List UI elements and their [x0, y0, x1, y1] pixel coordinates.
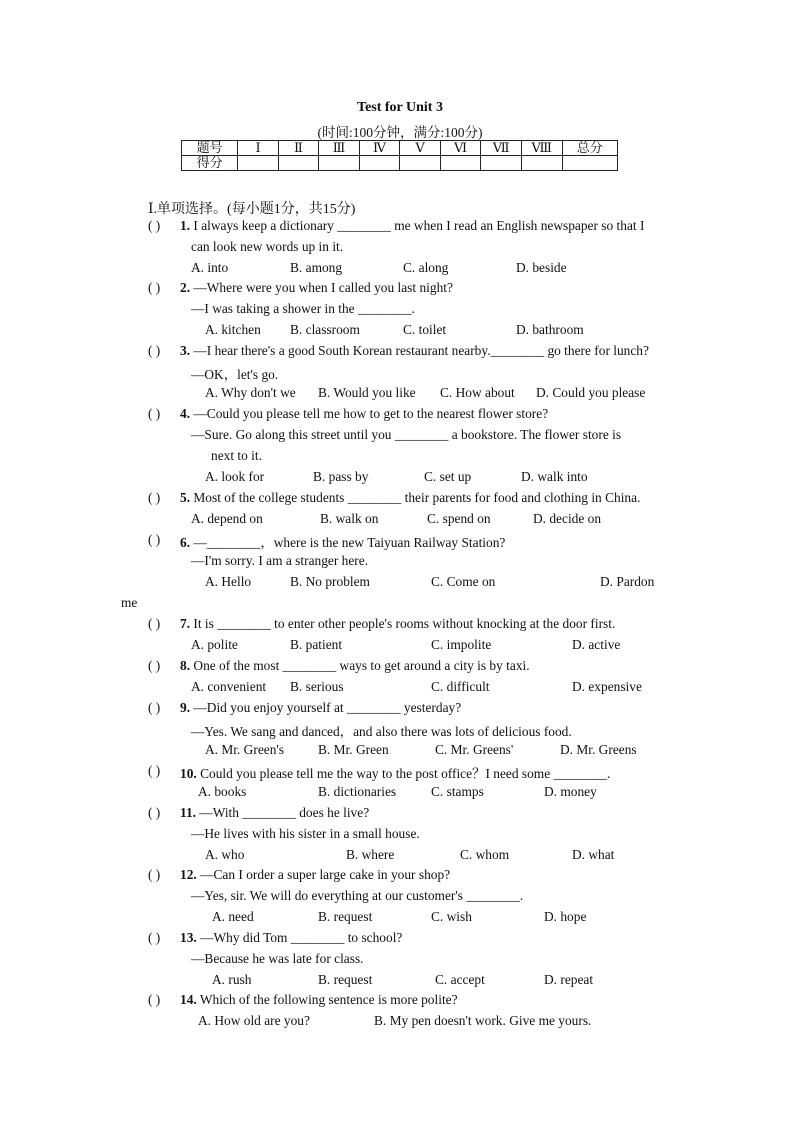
answer-bracket[interactable]: ( ): [148, 867, 161, 882]
question-line: One of the most ________ ways to get around a city is by taxi.: [190, 658, 530, 673]
answer-option[interactable]: D. repeat: [544, 972, 594, 987]
score-cell: Ⅴ: [400, 141, 440, 156]
score-input-cell[interactable]: [278, 156, 318, 171]
answer-option[interactable]: C. set up: [424, 469, 472, 484]
question-number: 7.: [180, 616, 191, 631]
score-input-cell[interactable]: [481, 156, 522, 171]
question-line: —Yes, sir. We will do everything at our customer's ________.: [191, 888, 524, 903]
answer-bracket[interactable]: ( ): [148, 700, 161, 715]
answer-option[interactable]: D. active: [572, 637, 621, 652]
answer-option[interactable]: D. Could you please: [536, 385, 646, 400]
answer-option[interactable]: C. spend on: [427, 511, 491, 526]
question-line: I always keep a dictionary ________ me when I read an English newspaper so that I: [190, 218, 645, 233]
score-cell: Ⅷ: [521, 141, 562, 156]
question-number: 6.: [180, 535, 191, 550]
question-text: [180, 532, 505, 551]
question-text: [180, 280, 453, 296]
question-number: 8.: [180, 658, 191, 673]
answer-option[interactable]: B. among: [290, 260, 343, 275]
answer-option[interactable]: A. How old are you?: [198, 1013, 310, 1028]
answer-option[interactable]: D. walk into: [521, 469, 588, 484]
question-text: [180, 805, 369, 821]
answer-option[interactable]: B. where: [346, 847, 395, 862]
answer-option[interactable]: A. look for: [205, 469, 265, 484]
answer-option[interactable]: C. Come on: [431, 574, 496, 589]
question-number: 10.: [180, 766, 197, 781]
answer-option[interactable]: B. walk on: [320, 511, 379, 526]
question-line: —Why did Tom ________ to school?: [196, 930, 403, 945]
question-line: —Did you enjoy yourself at ________ yesterday?: [190, 700, 462, 715]
score-input-cell[interactable]: [238, 156, 278, 171]
question-number: 14.: [180, 992, 197, 1007]
question-text: [180, 490, 640, 506]
answer-option[interactable]: A. who: [205, 847, 245, 862]
answer-option[interactable]: A. kitchen: [205, 322, 261, 337]
answer-option[interactable]: D. money: [544, 784, 597, 799]
score-table-header-row: [182, 141, 618, 156]
question-text: [180, 992, 458, 1008]
question-line: —Sure. Go along this street until you ________ a bookstore. The flower store is: [191, 427, 622, 442]
question-line: —With ________ does he live?: [196, 805, 370, 820]
answer-option[interactable]: B. Would you like: [318, 385, 416, 400]
question-text: [180, 658, 530, 674]
question-line: —________，where is the new Taiyuan Railway Station?: [190, 535, 506, 550]
answer-option[interactable]: B. classroom: [290, 322, 360, 337]
section-heading: Ⅰ.单项选择。(每小题1分，共15分): [148, 202, 356, 217]
question-line: —I hear there's a good South Korean restaurant nearby.________ go there for lunch?: [190, 343, 649, 358]
answer-option[interactable]: C. stamps: [431, 784, 484, 799]
question-text: [180, 700, 461, 716]
answer-option[interactable]: B. request: [318, 909, 373, 924]
score-table: [181, 140, 618, 171]
question-line: —I'm sorry. I am a stranger here.: [191, 553, 369, 568]
answer-bracket[interactable]: ( ): [148, 616, 161, 631]
option-wrap-text: me: [121, 595, 138, 610]
answer-option[interactable]: C. along: [403, 260, 449, 275]
question-line: —Yes. We sang and danced，and also there was lots of delicious food.: [191, 724, 572, 739]
score-cell: 题号: [182, 141, 238, 156]
question-line: Could you please tell me the way to the post office？I need some ________.: [196, 766, 611, 781]
question-text: [180, 616, 615, 632]
answer-option[interactable]: D. Mr. Greens: [560, 742, 637, 757]
answer-option[interactable]: A. books: [198, 784, 247, 799]
page-title: Test for Unit 3: [357, 100, 443, 115]
question-text: [180, 406, 548, 422]
question-line: next to it.: [211, 448, 262, 463]
question-line: —Could you please tell me how to get to the nearest flower store?: [190, 406, 549, 421]
question-text: [180, 763, 610, 782]
answer-option[interactable]: B. No problem: [290, 574, 370, 589]
answer-bracket[interactable]: ( ): [148, 490, 161, 505]
score-cell: Ⅳ: [359, 141, 400, 156]
question-number: 11.: [180, 805, 196, 820]
answer-bracket[interactable]: ( ): [148, 280, 161, 295]
score-cell: Ⅱ: [278, 141, 318, 156]
answer-option[interactable]: C. How about: [440, 385, 515, 400]
question-line: —I was taking a shower in the ________.: [191, 301, 415, 316]
answer-option[interactable]: A. Mr. Green's: [205, 742, 285, 757]
answer-option[interactable]: A. depend on: [191, 511, 263, 526]
score-cell: 得分: [182, 156, 238, 171]
question-number: 13.: [180, 930, 197, 945]
score-cell: Ⅵ: [440, 141, 481, 156]
question-line: —He lives with his sister in a small house.: [191, 826, 420, 841]
question-text: [180, 930, 402, 946]
answer-option[interactable]: B. dictionaries: [318, 784, 397, 799]
answer-bracket[interactable]: ( ): [148, 406, 161, 421]
question-line: —Where were you when I called you last night?: [190, 280, 453, 295]
answer-bracket[interactable]: ( ): [148, 992, 161, 1007]
question-text: [180, 867, 450, 883]
answer-option[interactable]: D. beside: [516, 260, 567, 275]
answer-option[interactable]: C. impolite: [431, 637, 492, 652]
question-number: 2.: [180, 280, 191, 295]
answer-option[interactable]: A. Hello: [205, 574, 252, 589]
answer-option[interactable]: D. what: [572, 847, 615, 862]
answer-option[interactable]: A. polite: [191, 637, 238, 652]
score-input-cell[interactable]: [562, 156, 617, 171]
score-cell: Ⅶ: [481, 141, 522, 156]
answer-option[interactable]: B. pass by: [313, 469, 369, 484]
score-table-score-row: [182, 156, 618, 171]
answer-option[interactable]: D. decide on: [533, 511, 602, 526]
answer-option[interactable]: A. need: [212, 909, 254, 924]
answer-option[interactable]: C. whom: [460, 847, 510, 862]
answer-option[interactable]: D. Pardon: [600, 574, 655, 589]
answer-bracket[interactable]: ( ): [148, 532, 161, 547]
answer-option[interactable]: A. Why don't we: [205, 385, 296, 400]
answer-option[interactable]: B. patient: [290, 637, 343, 652]
answer-bracket[interactable]: ( ): [148, 805, 161, 820]
answer-option[interactable]: D. bathroom: [516, 322, 584, 337]
page-subtitle: (时间:100分钟，满分:100分): [317, 125, 483, 140]
answer-option[interactable]: A. into: [191, 260, 229, 275]
answer-option[interactable]: C. Mr. Greens': [435, 742, 514, 757]
answer-option[interactable]: A. convenient: [191, 679, 267, 694]
score-cell: Ⅲ: [319, 141, 360, 156]
question-number: 3.: [180, 343, 191, 358]
score-input-cell[interactable]: [359, 156, 400, 171]
score-input-cell[interactable]: [521, 156, 562, 171]
question-line: It is ________ to enter other people's rooms without knocking at the door first.: [190, 616, 616, 631]
question-line: —Because he was late for class.: [191, 951, 364, 966]
answer-option[interactable]: A. rush: [212, 972, 252, 987]
answer-option[interactable]: D. hope: [544, 909, 587, 924]
question-text: [180, 218, 644, 234]
question-number: 1.: [180, 218, 191, 233]
question-number: 9.: [180, 700, 191, 715]
question-number: 5.: [180, 490, 191, 505]
answer-bracket[interactable]: ( ): [148, 930, 161, 945]
answer-option[interactable]: B. serious: [290, 679, 344, 694]
question-text: [180, 343, 649, 359]
score-input-cell[interactable]: [440, 156, 481, 171]
answer-bracket[interactable]: ( ): [148, 763, 161, 778]
answer-option[interactable]: B. My pen doesn't work. Give me yours.: [374, 1013, 592, 1028]
question-line: can look new words up in it.: [191, 239, 344, 254]
question-number: 12.: [180, 867, 197, 882]
question-number: 4.: [180, 406, 191, 421]
question-line: —OK，let's go.: [191, 367, 279, 382]
question-line: —Can I order a super large cake in your shop?: [196, 867, 451, 882]
answer-option[interactable]: B. request: [318, 972, 373, 987]
answer-bracket[interactable]: ( ): [148, 343, 161, 358]
answer-bracket[interactable]: ( ): [148, 218, 161, 233]
question-line: Which of the following sentence is more polite?: [196, 992, 458, 1007]
answer-option[interactable]: D. expensive: [572, 679, 642, 694]
answer-option[interactable]: C. wish: [431, 909, 472, 924]
question-line: Most of the college students ________ their parents for food and clothing in China.: [190, 490, 641, 505]
answer-bracket[interactable]: ( ): [148, 658, 161, 673]
answer-option[interactable]: C. accept: [435, 972, 485, 987]
score-cell: Ⅰ: [238, 141, 278, 156]
score-cell: 总分: [562, 141, 617, 156]
score-input-cell[interactable]: [319, 156, 360, 171]
answer-option[interactable]: C. toilet: [403, 322, 447, 337]
answer-option[interactable]: C. difficult: [431, 679, 490, 694]
score-input-cell[interactable]: [400, 156, 440, 171]
answer-option[interactable]: B. Mr. Green: [318, 742, 389, 757]
